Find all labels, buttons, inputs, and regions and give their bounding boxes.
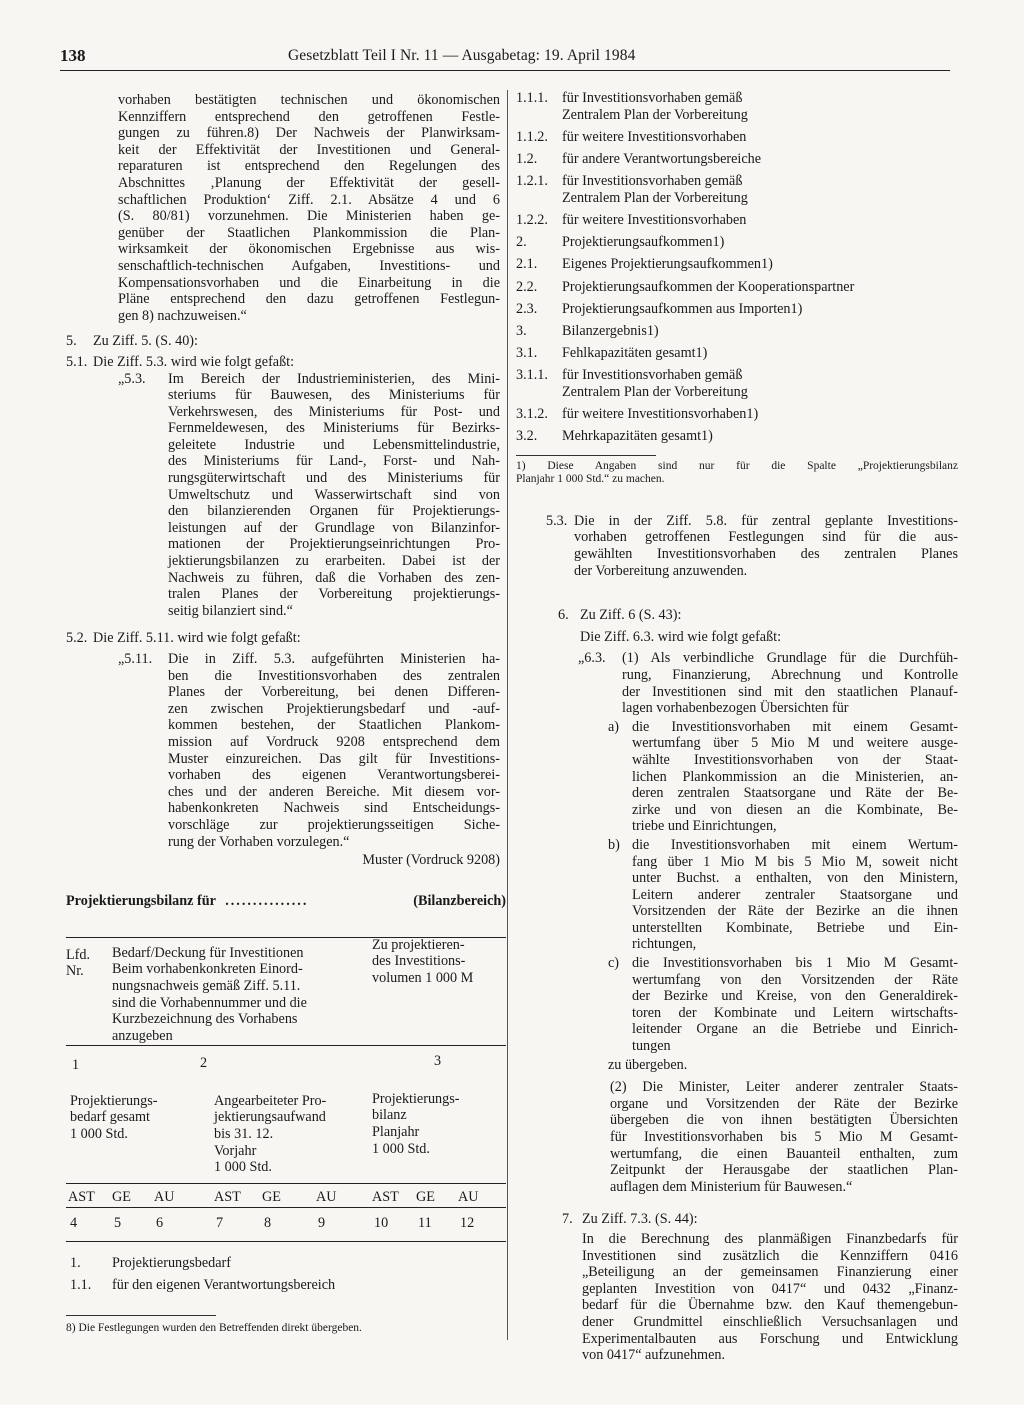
bilanz-line-number: 3.1. bbox=[516, 345, 538, 362]
right-column bbox=[516, 90, 958, 1364]
bilanz-line-text bbox=[562, 212, 746, 229]
bilanz-line bbox=[516, 212, 958, 229]
text-line: volumen 1 000 M bbox=[372, 969, 474, 986]
text-line: Zu projektieren- bbox=[372, 936, 465, 953]
bilanz-line bbox=[516, 301, 958, 318]
text-line: geleitete Industrie und Lebensmittelindustrie, bbox=[168, 436, 500, 453]
text-line: richtungen, bbox=[632, 936, 697, 953]
bilanz-line-number: 1.1.2. bbox=[516, 128, 548, 145]
col-lfd-label: Lfd. bbox=[66, 946, 91, 963]
footnote-1-rule bbox=[516, 455, 656, 456]
colnum-2: 2 bbox=[200, 1054, 208, 1071]
text-line: Vorjahr bbox=[214, 1142, 257, 1159]
quote-5-3-text bbox=[168, 371, 500, 620]
section-5-3-number: 5.3. bbox=[546, 512, 568, 529]
bilanz-line-number: 3.2. bbox=[516, 428, 538, 445]
enum-item-text bbox=[632, 837, 958, 953]
text-line: Planes der Vorbereitung, bei denen Differen- bbox=[168, 684, 500, 701]
text-line: zen zwischen Projektierungsbedarf und -auf- bbox=[168, 700, 500, 717]
text-line: vorhaben des eigenen Verantwortungsberei- bbox=[168, 767, 500, 784]
text-line: gewählten Investitionsvorhaben des zentralen Planes bbox=[574, 546, 958, 562]
section-5-3-text bbox=[574, 513, 958, 579]
form-row-text: für den eigenen Verantwortungsbereich bbox=[112, 1277, 336, 1294]
text-line: rung der Vorhaben vorzulegen.“ bbox=[168, 833, 350, 850]
page-header bbox=[60, 46, 950, 71]
quote-5-11 bbox=[66, 651, 500, 850]
bilanz-line-number: 1.2.1. bbox=[516, 173, 548, 190]
colnum-1: 1 bbox=[72, 1056, 80, 1073]
form-rule-5 bbox=[66, 1241, 506, 1242]
text-line: Fehlkapazitäten gesamt1) bbox=[562, 345, 708, 362]
bilanz-line-text bbox=[562, 151, 761, 168]
text-line: für weitere Investitionsvorhaben1) bbox=[562, 406, 759, 423]
text-line: Zentralem Plan der Vorbereitung bbox=[562, 189, 748, 206]
text-line: bilanz bbox=[372, 1107, 407, 1124]
text-line: In die Berechnung des planmäßigen Finanzbedarfs für bbox=[582, 1230, 958, 1247]
section-6-text: Zu Ziff. 6 (S. 43): bbox=[580, 607, 682, 624]
form-row-text: Projektierungsbedarf bbox=[112, 1254, 231, 1271]
bilanz-line bbox=[516, 173, 958, 206]
footnote-1 bbox=[516, 460, 958, 487]
text-line: Leitern anderer zentraler Staatsorgane und bbox=[632, 886, 958, 903]
text-line: geplanten Investition von 0417“ und 0432 „Finanz- bbox=[582, 1280, 958, 1297]
subheader-cell: GE bbox=[262, 1188, 281, 1205]
bilanz-line bbox=[516, 345, 958, 362]
text-line: leistungen auf der Grundlage von Bilanzinfor- bbox=[168, 519, 500, 536]
subnumber-cell: 7 bbox=[216, 1214, 224, 1231]
enum-item-label: b) bbox=[608, 836, 620, 853]
text-line: wirksamkeit der ökonomischen Ergebnisse aus wis- bbox=[118, 241, 500, 258]
subnumber-cell: 5 bbox=[114, 1214, 122, 1231]
text-line: der Investitionen sind mit den staatlichen Planauf- bbox=[622, 683, 958, 700]
text-line: genüber der Staatlichen Plankommission die Plan- bbox=[118, 224, 500, 241]
bilanz-line bbox=[516, 256, 958, 273]
text-line: Kennziffern entsprechend den getroffenen Festle- bbox=[118, 108, 500, 125]
subnumber-cell: 12 bbox=[460, 1214, 475, 1231]
form-rows bbox=[70, 1255, 500, 1300]
section-7 bbox=[516, 1211, 958, 1228]
section-7-text: Zu Ziff. 7.3. (S. 44): bbox=[582, 1211, 698, 1228]
text-line: gen 8) nachzuweisen.“ bbox=[118, 307, 247, 324]
text-line: 1) Diese Angaben sind nur für die Spalte „Projektierungsbilanz bbox=[516, 459, 958, 472]
text-line: Die in der Ziff. 5.8. für zentral geplante Investitions- bbox=[574, 512, 958, 529]
text-line: jektierungsbilanzen zu erarbeiten. Dabei ist der bbox=[168, 553, 500, 570]
text-line: Zentralem Plan der Vorbereitung bbox=[562, 383, 748, 400]
quote-5-11-text bbox=[168, 651, 500, 850]
bilanz-line-number: 3.1.2. bbox=[516, 406, 548, 423]
text-line: Kompensationsvorhaben und die Einarbeitung in die bbox=[118, 274, 500, 291]
text-line: „Beteiligung an der gemeinsamen Finanzierung einer bbox=[582, 1264, 958, 1281]
text-line: für Investitionsvorhaben gemäß bbox=[562, 367, 743, 384]
text-line: gungen zu führen.8) Der Nachweis der Planwirksam- bbox=[118, 125, 500, 142]
text-line: Umweltschutz und Wasserwirtschaft sind von bbox=[168, 486, 500, 503]
text-line: Experimentalbauten aus Forschung und Entwicklung bbox=[582, 1330, 958, 1347]
quote-6-3-para-2 bbox=[516, 1079, 958, 1195]
bilanz-line-list bbox=[516, 90, 958, 445]
text-line: die Investitionsvorhaben bis 1 Mio M Gesamt- bbox=[632, 955, 958, 972]
text-line: mission auf Vordruck 9208 entsprechend dem bbox=[168, 733, 500, 750]
text-line: (1) Als verbindliche Grundlage für die Durchfüh- bbox=[622, 650, 958, 667]
form-title bbox=[66, 893, 308, 910]
enum-item-label: c) bbox=[608, 955, 620, 972]
bilanz-line-number: 3. bbox=[516, 322, 527, 339]
text-line: (2) Die Minister, Leiter anderer zentraler Staats- bbox=[610, 1079, 958, 1096]
text-line: Abschnittes ‚Planung der Effektivität der gesell- bbox=[118, 174, 500, 191]
bilanz-line bbox=[516, 406, 958, 423]
bilanz-line-number: 2.2. bbox=[516, 278, 538, 295]
text-line: Fernmeldewesen, des Ministeriums für Bezirks- bbox=[168, 420, 500, 437]
text-line: Verkehrswesen, des Ministeriums für Post- und bbox=[168, 403, 500, 420]
section-6-intro: Die Ziff. 6.3. wird wie folgt gefaßt: bbox=[580, 628, 782, 645]
bilanz-line-number: 3.1.1. bbox=[516, 367, 548, 384]
text-line: für andere Verantwortungsbereiche bbox=[562, 150, 762, 167]
text-line: für Investitionsvorhaben gemäß bbox=[562, 173, 743, 190]
col-lfd bbox=[66, 947, 90, 980]
text-line: Projektierungsaufkommen1) bbox=[562, 234, 725, 251]
subnumber-cell: 9 bbox=[318, 1214, 326, 1231]
enum-item-text bbox=[632, 719, 958, 835]
quote-5-11-number: „5.11. bbox=[118, 651, 153, 667]
section-5-1 bbox=[66, 354, 500, 371]
subheader-cell: AST bbox=[68, 1188, 95, 1205]
bilanz-line-text bbox=[562, 323, 659, 340]
form-title-dots: ............... bbox=[225, 892, 309, 909]
text-line: ben die Investitionsvorhaben des zentralen bbox=[168, 667, 500, 684]
text-line: 1 000 Std. bbox=[70, 1125, 128, 1142]
text-line: unterstellten Kombinate, Betriebe und Ein- bbox=[632, 919, 958, 936]
bilanz-line-number: 2.3. bbox=[516, 300, 538, 317]
section-6 bbox=[516, 607, 958, 624]
section-7-number: 7. bbox=[562, 1211, 573, 1228]
text-line: wertumfang über 5 Mio M und weitere ausge- bbox=[632, 735, 958, 752]
text-line: unter Buchst. a enthalten, von den Ministern, bbox=[632, 870, 958, 887]
section-6-number: 6. bbox=[558, 607, 569, 624]
bilanz-line-text bbox=[562, 90, 748, 123]
bilanz-line-text bbox=[562, 129, 746, 146]
text-line: Bilanzergebnis1) bbox=[562, 322, 659, 339]
quote-6-3 bbox=[516, 650, 958, 716]
form-title-left: Projektierungsbilanz für bbox=[66, 892, 216, 909]
subheader-cell: AU bbox=[154, 1188, 175, 1205]
text-line: toren der Kombinate und Leitern wirtschafts- bbox=[632, 1004, 958, 1021]
subheader-cell: GE bbox=[416, 1188, 435, 1205]
text-line: bedarf für die Übernahme bzw. den Kauf themengebun- bbox=[582, 1297, 958, 1314]
enum-item bbox=[608, 955, 958, 1055]
text-line: tungen bbox=[632, 1038, 671, 1055]
text-line: steriums für Bauwesen, des Ministeriums für bbox=[168, 387, 500, 404]
bilanz-line-number: 2. bbox=[516, 234, 527, 251]
text-line: Angearbeiteter Pro- bbox=[214, 1092, 327, 1109]
bilanz-line-text bbox=[562, 428, 713, 445]
subheader-cell: AST bbox=[372, 1188, 399, 1205]
bilanz-line-text bbox=[562, 173, 748, 206]
text-line: rung, Finanzierung, Abrechnung und Kontrolle bbox=[622, 666, 958, 683]
text-line: nungsnachweis gemäß Ziff. 5.11. bbox=[112, 977, 301, 994]
enum-item bbox=[608, 719, 958, 835]
text-line: triebe und Einrichtungen, bbox=[632, 818, 777, 835]
text-line: reparaturen ist entsprechend den Regelungen des bbox=[118, 158, 500, 175]
text-line: sind die Vorhabennummer und die bbox=[112, 994, 307, 1011]
quote-5-3-number: „5.3. bbox=[118, 370, 146, 387]
subnumber-cell: 4 bbox=[70, 1214, 78, 1231]
text-line: Investitionen sind zusätzlich die Kennziffern 0416 bbox=[582, 1247, 958, 1264]
form-rule-4 bbox=[66, 1207, 506, 1208]
text-line: der Bezirke und Kreise, von den Generaldirek- bbox=[632, 988, 958, 1005]
text-line: für Investitionsvorhaben gemäß bbox=[562, 90, 743, 106]
section-5-3 bbox=[516, 513, 958, 579]
form-row-number: 1. bbox=[70, 1254, 81, 1271]
bilanz-line-text bbox=[562, 367, 748, 400]
gazette-title: Gesetzblatt Teil I Nr. 11 — Ausgabetag: 19. April 1984 bbox=[288, 47, 636, 64]
text-line: Planjahr bbox=[372, 1123, 420, 1140]
text-line: Zentralem Plan der Vorbereitung bbox=[562, 106, 748, 123]
text-line: bedarf gesamt bbox=[70, 1109, 150, 1126]
bilanz-line bbox=[516, 90, 958, 123]
bilanz-line bbox=[516, 234, 958, 251]
section-5-2-number: 5.2. bbox=[66, 630, 88, 647]
text-line: lichen Plankommission an die Ministerien, an- bbox=[632, 768, 958, 785]
text-line: ches und der anderen Bereiche. Mit diesem vor- bbox=[168, 783, 500, 800]
text-line: von 0417“ aufzunehmen. bbox=[582, 1347, 726, 1364]
text-line: Zeitpunkt der Herausgabe der staatlichen Plan- bbox=[610, 1162, 958, 1179]
text-line: den bilanzierenden Organen für Projektierungs- bbox=[168, 503, 500, 520]
quote-6-3-items bbox=[516, 719, 958, 1055]
group-bedarf-gesamt bbox=[70, 1093, 210, 1143]
section-5 bbox=[66, 333, 500, 350]
text-line: Beim vorhabenkonkreten Einord- bbox=[112, 961, 303, 978]
bilanz-line-text bbox=[562, 234, 724, 251]
enum-item-label: a) bbox=[608, 718, 620, 735]
text-line: schaftlichen Produktion‘ Ziff. 2.1. Absätze 4 und 6 bbox=[118, 191, 500, 208]
text-line: mationen der Projektierungseinrichtungen Pro- bbox=[168, 536, 500, 553]
text-line: bis 31. 12. bbox=[214, 1125, 274, 1142]
text-line: die Investitionsvorhaben mit einem Wertum- bbox=[632, 836, 958, 853]
bilanz-line bbox=[516, 428, 958, 445]
text-line: vorschläge zur projektierungsseitigen Siche- bbox=[168, 816, 500, 833]
text-line: Projektierungs- bbox=[372, 1090, 460, 1107]
text-line: vorhaben getroffenen Festlegungen sind für die aus- bbox=[574, 529, 958, 546]
text-line: der Vorbereitung anzuwenden. bbox=[574, 562, 748, 579]
bilanz-line bbox=[516, 367, 958, 400]
text-line: Muster einzureichen. Das gilt für Investitions- bbox=[168, 750, 500, 767]
section-5-number: 5. bbox=[66, 333, 77, 350]
text-line: senschaftlich-technischen Aufgaben, Investitions- und bbox=[118, 257, 500, 274]
text-line: tralen Planes der Vorbereitung projektierungs- bbox=[168, 586, 500, 603]
text-line: Pläne entsprechend den dazu getroffenen Festlegun- bbox=[118, 291, 500, 308]
text-line: habenkonkreten Nachweis sind Entscheidungs- bbox=[168, 800, 500, 817]
text-line: keit der Effektivität der Investitionen und General- bbox=[118, 141, 500, 158]
text-line: Die in Ziff. 5.3. aufgeführten Ministerien ha- bbox=[168, 651, 500, 667]
text-line: deren zentralen Staatsorgane und Räte der Be- bbox=[632, 785, 958, 802]
bilanz-line-text bbox=[562, 301, 802, 318]
bilanz-line-text bbox=[562, 256, 773, 273]
text-line: (S. 80/81) vorzunehmen. Die Ministerien haben ge- bbox=[118, 208, 500, 225]
bilanz-line-number: 1.2.2. bbox=[516, 211, 548, 228]
left-column bbox=[66, 92, 506, 1335]
bilanz-line bbox=[516, 151, 958, 168]
text-line: Eigenes Projektierungsaufkommen1) bbox=[562, 256, 773, 273]
enum-item-text bbox=[632, 955, 958, 1055]
text-line: wertumfang, die einen Bauanteil enthalten, zum bbox=[610, 1145, 958, 1162]
form-title-right: (Bilanzbereich) bbox=[413, 892, 506, 909]
footnote-8: 8) Die Festlegungen wurden den Betreffenden direkt übergeben. bbox=[66, 1321, 362, 1334]
text-line: jektierungsaufwand bbox=[214, 1109, 326, 1126]
subheader-cell: GE bbox=[112, 1188, 131, 1205]
text-line: für weitere Investitionsvorhaben bbox=[562, 128, 747, 145]
text-line: wählte Investitionsvorhaben von der Staat- bbox=[632, 751, 958, 768]
text-line: rungsgüterwirtschaft und des Ministeriums für bbox=[168, 470, 500, 487]
quote-6-3-number: „6.3. bbox=[578, 650, 606, 667]
text-line: Projektierungs- bbox=[70, 1092, 158, 1109]
text-line: anzugeben bbox=[112, 1027, 173, 1044]
text-line: auflagen dem Ministerium für Bauwesen.“ bbox=[610, 1178, 853, 1195]
text-line: kommen bestehen, der Staatlichen Plankom- bbox=[168, 717, 500, 734]
bilanz-line-text bbox=[562, 345, 707, 362]
text-line: des Investitions- bbox=[372, 953, 466, 970]
quote-6-3-text bbox=[622, 650, 958, 716]
text-line: lagen vorhabenbezogen Übersichten für bbox=[622, 700, 849, 717]
text-line: 1 000 Std. bbox=[214, 1159, 272, 1176]
section-5-text: Zu Ziff. 5. (S. 40): bbox=[93, 333, 198, 350]
text-line: die Investitionsvorhaben mit einem Gesamt- bbox=[632, 718, 958, 735]
quote-5-3 bbox=[66, 371, 500, 620]
text-line: Nachweis zu führen, daß die Vorhaben des zen- bbox=[168, 569, 500, 586]
subnumber-cell: 10 bbox=[374, 1214, 389, 1231]
subheader-cell: AST bbox=[214, 1188, 241, 1205]
form-row bbox=[70, 1277, 500, 1294]
form-row bbox=[70, 1255, 500, 1272]
col-nr-label: Nr. bbox=[66, 963, 84, 980]
text-line: Kurzbezeichnung des Vorhabens bbox=[112, 1011, 298, 1028]
text-line: Mehrkapazitäten gesamt1) bbox=[562, 428, 713, 445]
zu-uebergeben: zu übergeben. bbox=[608, 1056, 688, 1073]
col-bedarf-header bbox=[112, 945, 362, 1045]
bilanz-line-number: 1.2. bbox=[516, 150, 538, 167]
section-5-1-text: Die Ziff. 5.3. wird wie folgt gefaßt: bbox=[93, 353, 295, 370]
projektierungsbilanz-form bbox=[66, 893, 506, 1363]
text-line: zirke und von diesen an die Kombinate, Be- bbox=[632, 801, 958, 818]
colnum-3: 3 bbox=[434, 1052, 442, 1069]
subnumber-cell: 11 bbox=[418, 1214, 432, 1231]
bilanz-line-number: 2.1. bbox=[516, 256, 538, 273]
column-divider bbox=[507, 90, 508, 1340]
text-line: für weitere Investitionsvorhaben bbox=[562, 211, 747, 228]
bilanz-line bbox=[516, 323, 958, 340]
text-line: organe und Vorsitzenden der Räte der Bezirke bbox=[610, 1095, 958, 1112]
text-line: Projektierungsaufkommen der Kooperationspartner bbox=[562, 278, 855, 295]
text-line: Projektierungsaufkommen aus Importen1) bbox=[562, 300, 803, 317]
section-5-2 bbox=[66, 630, 500, 647]
text-line: übergeben die von ihnen bestätigten Übersichten bbox=[610, 1112, 958, 1129]
text-line: vorhaben bestätigten technischen und ökonomischen bbox=[118, 92, 500, 108]
text-line: leitender Organe an die Betriebe und Einrich- bbox=[632, 1021, 958, 1038]
form-rule-2 bbox=[66, 1045, 506, 1046]
group-bilanz-planjahr bbox=[372, 1091, 502, 1157]
text-line: des Ministeriums für Land-, Forst- und Nah- bbox=[168, 453, 500, 470]
text-line: 1 000 Std. bbox=[372, 1140, 430, 1157]
text-line: seitig bilanziert sind.“ bbox=[168, 602, 293, 619]
bilanz-line-text bbox=[562, 406, 758, 423]
bilanz-line bbox=[516, 279, 958, 296]
group-angearbeitet bbox=[214, 1093, 364, 1176]
muster-label: Muster (Vordruck 9208) bbox=[362, 852, 500, 869]
form-rule-3 bbox=[66, 1183, 506, 1184]
text-line: Bedarf/Deckung für Investitionen bbox=[112, 944, 304, 961]
page-number: 138 bbox=[60, 46, 86, 65]
col-zu-header bbox=[372, 937, 502, 987]
text-line: Planjahr 1 000 Std.“ zu machen. bbox=[516, 473, 665, 486]
subnumber-cell: 6 bbox=[156, 1214, 164, 1231]
bilanz-line-text bbox=[562, 279, 854, 296]
text-line: für Investitionsvorhaben bis 5 Mio M Gesamt- bbox=[610, 1129, 958, 1145]
text-line: Im Bereich der Industrieministerien, des Mini- bbox=[168, 370, 500, 387]
bilanz-line bbox=[516, 129, 958, 146]
text-line: wertumfang von den Vorsitzenden der Räte bbox=[632, 971, 958, 988]
enum-item bbox=[608, 837, 958, 953]
text-line: dener Grundmittel einschließlich Versuchsanlagen und bbox=[582, 1313, 958, 1330]
continued-paragraph bbox=[66, 92, 500, 324]
section-5-2-text: Die Ziff. 5.11. wird wie folgt gefaßt: bbox=[93, 630, 301, 647]
section-7-text-body bbox=[516, 1231, 958, 1364]
subheader-cell: AU bbox=[458, 1188, 479, 1205]
bilanz-line-number: 1.1.1. bbox=[516, 90, 548, 106]
form-row-number: 1.1. bbox=[70, 1277, 92, 1294]
text-line: fang über 1 Mio M bis 5 Mio M, soweit nicht bbox=[632, 853, 958, 870]
text-line: Vorsitzenden der Räte der Bezirke an die ihnen bbox=[632, 903, 958, 920]
subnumber-cell: 8 bbox=[264, 1214, 272, 1231]
section-5-1-number: 5.1. bbox=[66, 353, 88, 370]
subheader-cell: AU bbox=[316, 1188, 337, 1205]
